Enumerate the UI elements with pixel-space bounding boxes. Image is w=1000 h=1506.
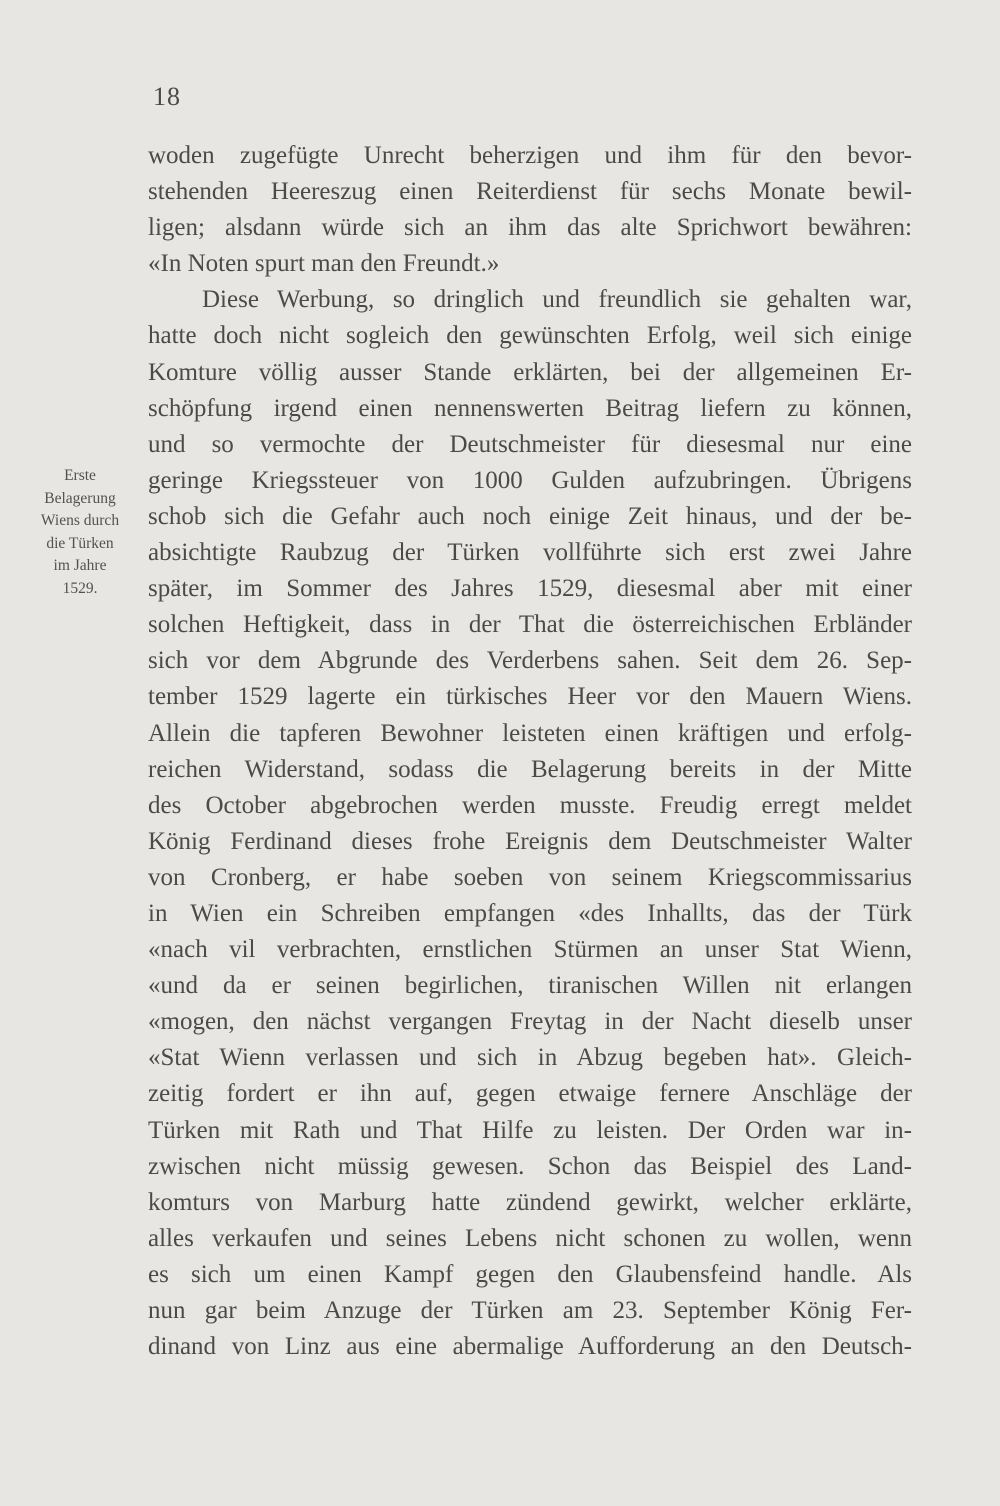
text-line: «nach vil verbrachten, ernstlichen Stürmen an unser Stat Wienn,	[148, 936, 912, 964]
text-line: später, im Sommer des Jahres 1529, diesesmal aber mit einer	[148, 575, 912, 603]
text-line: es sich um einen Kampf gegen den Glaubensfeind handle. Als	[148, 1260, 912, 1288]
text-line: Türken mit Rath und That Hilfe zu leisten. Der Orden war in-	[148, 1116, 912, 1144]
page-number: 18	[153, 82, 181, 111]
marginal-note-line: Belagerung	[44, 489, 116, 507]
text-line: stehenden Heereszug einen Reiterdienst für sechs Monate bewil-	[148, 178, 912, 206]
text-line: ligen; alsdann würde sich an ihm das alte Sprichwort bewähren:	[148, 214, 912, 242]
text-line: Komture völlig ausser Stande erklärten, bei der allgemeinen Er-	[148, 358, 912, 386]
text-line: Diese Werbung, so dringlich und freundlich sie gehalten war,	[202, 286, 912, 314]
marginal-note-line: Wiens durch	[40, 512, 120, 529]
marginal-note-line: die Türken	[46, 534, 114, 552]
text-line: «In Noten spurt man den Freundt.»	[148, 250, 500, 278]
text-line: zwischen nicht müssig gewesen. Schon das Beispiel des Land-	[148, 1152, 912, 1180]
text-line: zeitig fordert er ihn auf, gegen etwaige fernere Anschläge der	[148, 1080, 912, 1108]
text-line: von Cronberg, er habe soeben von seinem Kriegscommissarius	[148, 863, 912, 891]
text-line: «Stat Wienn verlassen und sich in Abzug begeben hat». Gleich-	[148, 1044, 912, 1072]
text-line: tember 1529 lagerte ein türkisches Heer vor den Mauern Wiens.	[148, 683, 912, 711]
marginal-note	[20, 465, 140, 600]
text-line: komturs von Marburg hatte zündend gewirkt, welcher erklärte,	[148, 1188, 912, 1216]
text-line: geringe Kriegssteuer von 1000 Gulden aufzubringen. Übrigens	[148, 466, 912, 494]
text-line: König Ferdinand dieses frohe Ereignis dem Deutschmeister Walter	[148, 827, 912, 855]
text-line: schöpfung irgend einen nennenswerten Beitrag liefern zu können,	[148, 394, 912, 422]
text-line: sich vor dem Abgrunde des Verderbens sahen. Seit dem 26. Sep-	[148, 647, 912, 675]
text-line: reichen Widerstand, sodass die Belagerung bereits in der Mitte	[148, 755, 912, 783]
text-line: solchen Heftigkeit, dass in der That die österreichischen Erbländer	[148, 611, 912, 639]
text-line: und so vermochte der Deutschmeister für diesesmal nur eine	[148, 430, 912, 458]
text-line: schob sich die Gefahr auch noch einige Zeit hinaus, und der be-	[148, 502, 912, 530]
marginal-note-line: im Jahre	[53, 557, 107, 574]
text-line: in Wien ein Schreiben empfangen «des Inhallts, das der Türk	[148, 899, 912, 927]
text-line: absichtigte Raubzug der Türken vollführte sich erst zwei Jahre	[148, 539, 912, 567]
body-text	[148, 138, 912, 1365]
marginal-note-line: 1529.	[62, 579, 98, 597]
text-line: Allein die tapferen Bewohner leisteten einen kräftigen und erfolg-	[148, 719, 912, 747]
text-line: des October abgebrochen werden musste. Freudig erregt meldet	[148, 791, 912, 819]
text-line: nun gar beim Anzuge der Türken am 23. September König Fer-	[148, 1297, 912, 1324]
text-line: dinand von Linz aus eine abermalige Aufforderung an den Deutsch-	[148, 1333, 912, 1361]
text-line: hatte doch nicht sogleich den gewünschten Erfolg, weil sich einige	[148, 322, 912, 350]
text-line: woden zugefügte Unrecht beherzigen und ihm für den bevor-	[148, 142, 912, 169]
text-line: «und da er seinen begirlichen, tiranischen Willen nit erlangen	[148, 972, 912, 1000]
text-line: «mogen, den nächst vergangen Freytag in der Nacht dieselb unser	[148, 1008, 912, 1036]
marginal-note-line: Erste	[64, 467, 96, 484]
text-line: alles verkaufen und seines Lebens nicht schonen zu wollen, wenn	[148, 1224, 912, 1252]
